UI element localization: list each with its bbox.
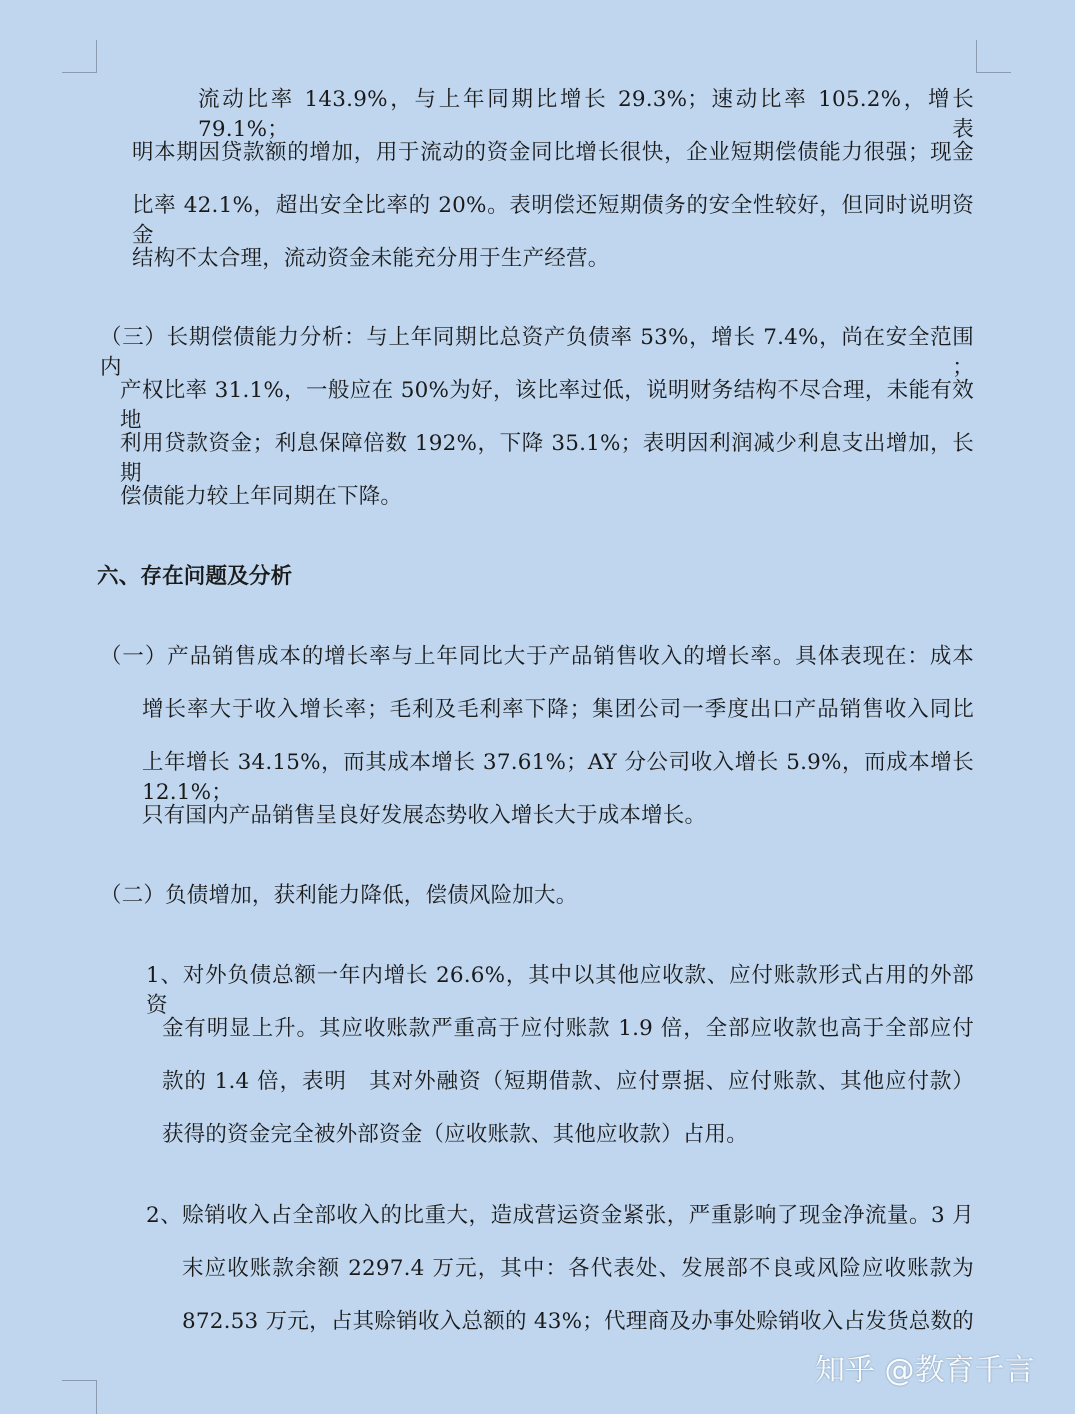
paragraph-debt-title: （二）负债增加，获利能力降低，偿债风险加大。: [100, 883, 578, 908]
text-line: 产权比率 31.1%，一般应在 50%为好，该比率过低，说明财务结构不尽合理，未能有效地: [120, 378, 974, 433]
crop-mark-top-left: [62, 40, 97, 73]
text-line: 款的 1.4 倍，表明 其对外融资（短期借款、应付票据、应付账款、其他应付款）: [162, 1069, 974, 1094]
text-line: 金有明显上升。其应收账款严重高于应付账款 1.9 倍，全部应收款也高于全部应付: [162, 1016, 974, 1041]
crop-mark-top-right: [976, 40, 1011, 73]
text-line: 明本期因贷款额的增加，用于流动的资金同比增长很快，企业短期偿债能力很强；现金: [132, 140, 974, 165]
text-line: 1、对外负债总额一年内增长 26.6%，其中以其他应收款、应付账款形式占用的外部资: [146, 963, 974, 1018]
text-line: 上年增长 34.15%，而其成本增长 37.61%；AY 分公司收入增长 5.9%，而成本增长 12.1%；: [142, 750, 974, 805]
text-line: 结构不太合理，流动资金未能充分用于生产经营。: [132, 246, 610, 271]
crop-mark-bottom-left: [62, 1380, 97, 1414]
text-line: （三）长期偿债能力分析：与上年同期比总资产负债率 53%，增长 7.4%，尚在安全范围内；: [100, 325, 974, 380]
text-line: 利用贷款资金；利息保障倍数 192%，下降 35.1%；表明因利润减少利息支出增加，长期: [120, 431, 974, 486]
text-line: （一）产品销售成本的增长率与上年同比大于产品销售收入的增长率。具体表现在：成本: [100, 644, 974, 669]
text-line: 只有国内产品销售呈良好发展态势收入增长大于成本增长。: [142, 803, 707, 828]
text-line: 872.53 万元，占其赊销收入总额的 43%；代理商及办事处赊销收入占发货总数的: [182, 1309, 974, 1334]
text-line: 增长率大于收入增长率；毛利及毛利率下降；集团公司一季度出口产品销售收入同比: [142, 697, 974, 722]
text-line: 2、赊销收入占全部收入的比重大，造成营运资金紧张，严重影响了现金净流量。3 月: [146, 1203, 974, 1228]
text-line: 末应收账款余额 2297.4 万元，其中：各代表处、发展部不良或风险应收账款为: [182, 1256, 974, 1281]
section-heading: 六、存在问题及分析: [97, 564, 293, 589]
watermark: 知乎 @教育千言: [815, 1353, 1035, 1388]
text-line: 流动比率 143.9%，与上年同期比增长 29.3%；速动比率 105.2%，增长 79.1%；表: [198, 87, 974, 142]
text-line: 获得的资金完全被外部资金（应收账款、其他应收款）占用。: [162, 1122, 748, 1147]
text-line: 比率 42.1%，超出安全比率的 20%。表明偿还短期债务的安全性较好，但同时说明资金: [132, 193, 974, 248]
text-line: 偿债能力较上年同期在下降。: [120, 484, 403, 509]
